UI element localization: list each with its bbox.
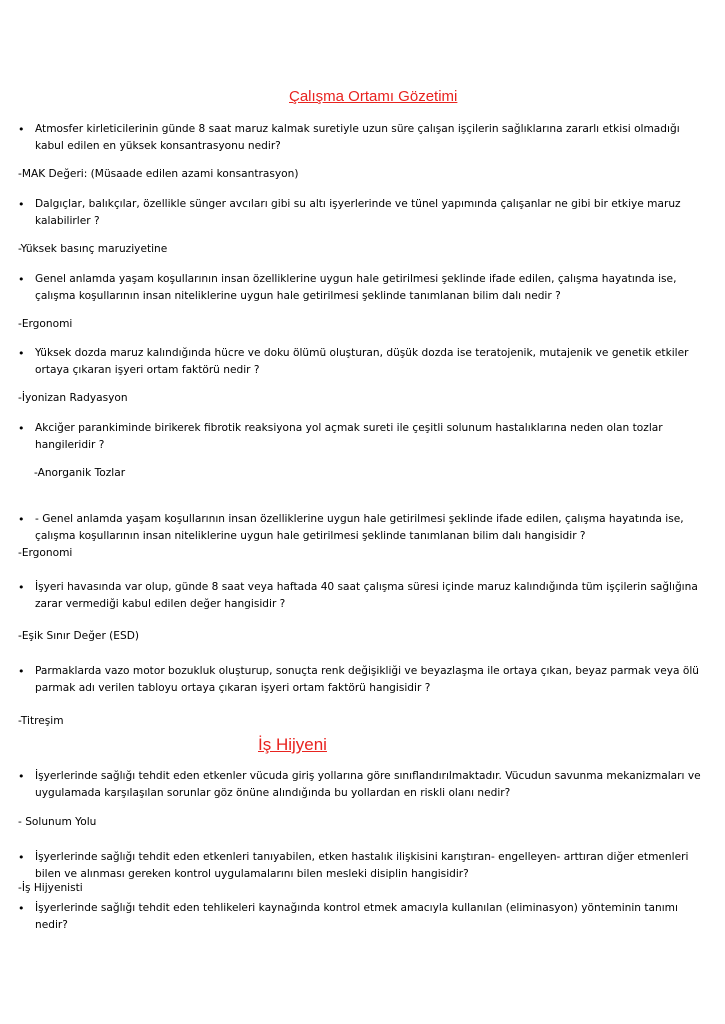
bullet-icon: •: [18, 123, 25, 136]
question-text: İşyeri havasında var olup, günde 8 saat veya haftada 40 saat çalışma süresi içinde maruz kalındığında tüm işçilerin sağlığına zarar vermediği kabul edilen değer hangisidir ?: [35, 581, 698, 610]
question-text: İşyerlerinde sağlığı tehdit eden etkenler vücuda giriş yollarına göre sınıflandırılmaktadır. Vücudun savunma mekanizmaları ve uygulamada karşılaşılan sorunlar göz önüne alındığında bu yollardan en riskli olanı nedir?: [35, 770, 701, 799]
answer-text: -Eşik Sınır Değer (ESD): [18, 630, 140, 642]
question-text: İşyerlerinde sağlığı tehdit eden tehlikeleri kaynağında kontrol etmek amacıyla kullanılan (eliminasyon) yönteminin tanımı nedir?: [35, 902, 678, 931]
question-text: Akciğer parankiminde birikerek fibrotik reaksiyona yol açmak sureti ile çeşitli solunum hastalıklarına neden olan tozlar hangileridir ?: [35, 422, 663, 451]
bullet-icon: •: [18, 273, 25, 286]
section-title-is-hijyeni: İş Hijyeni: [258, 735, 327, 754]
section-title-calisma-ortami: Çalışma Ortamı Gözetimi: [289, 88, 458, 105]
question-text: - Genel anlamda yaşam koşullarının insan özelliklerine uygun hale getirilmesi şeklinde ifade edilen, çalışma hayatında ise, çalışma koşullarının insan niteliklerine uygun hale getirilmesi şeklinde tanımlanan bilim dalı hangisidir ?: [35, 513, 684, 542]
answer-text: -Titreşim: [18, 715, 64, 727]
answer-text: - Solunum Yolu: [18, 816, 97, 828]
question-text: Genel anlamda yaşam koşullarının insan özelliklerine uygun hale getirilmesi şeklinde ifade edilen, çalışma hayatında ise, çalışma koşullarının insan niteliklerine uygun hale getirilmesi şeklinde tanımlanan bilim dalı nedir ?: [35, 273, 677, 302]
bullet-icon: •: [18, 851, 25, 864]
answer-text: -MAK Değeri: (Müsaade edilen azami konsantrasyon): [18, 168, 299, 180]
answer-text: -İyonizan Radyasyon: [18, 392, 128, 404]
bullet-icon: •: [18, 198, 25, 211]
answer-text: -Ergonomi: [18, 547, 73, 559]
question-text: Dalgıçlar, balıkçılar, özellikle sünger avcıları gibi su altı işyerlerinde ve tünel yapımında çalışanlar ne gibi bir etkiye maruz kalabilirler ?: [35, 198, 681, 227]
bullet-icon: •: [18, 422, 25, 435]
answer-text: -İş Hijyenisti: [18, 882, 83, 894]
bullet-icon: •: [18, 902, 25, 915]
question-text: Parmaklarda vazo motor bozukluk oluşturup, sonuçta renk değişikliği ve beyazlaşma ile ortaya çıkan, beyaz parmak veya ölü parmak adı verilen tabloyu ortaya çıkaran işyeri ortam faktörü hangisidir ?: [35, 665, 699, 694]
bullet-icon: •: [18, 770, 25, 783]
question-text: Yüksek dozda maruz kalındığında hücre ve doku ölümü oluşturan, düşük dozda ise teratojenik, mutajenik ve genetik etkiler ortaya çıkaran işyeri ortam faktörü nedir ?: [35, 347, 689, 376]
bullet-icon: •: [18, 581, 25, 594]
question-text: Atmosfer kirleticilerinin günde 8 saat maruz kalmak suretiyle uzun süre çalışan işçilerin sağlıklarına zararlı etkisi olmadığı kabul edilen en yüksek konsantrasyonu nedir?: [35, 123, 680, 152]
answer-text: -Yüksek basınç maruziyetine: [18, 243, 168, 255]
question-text: İşyerlerinde sağlığı tehdit eden etkenleri tanıyabilen, etken hastalık ilişkisini karıştıran- engelleyen- arttıran diğer etmenleri bilen ve alınması gereken kontrol uygulamalarını bilen mesleki disiplin hangisidir?: [35, 851, 689, 880]
answer-text: -Anorganik Tozlar: [34, 467, 126, 479]
bullet-icon: •: [18, 513, 25, 526]
bullet-icon: •: [18, 347, 25, 360]
bullet-icon: •: [18, 665, 25, 678]
answer-text: -Ergonomi: [18, 318, 73, 330]
